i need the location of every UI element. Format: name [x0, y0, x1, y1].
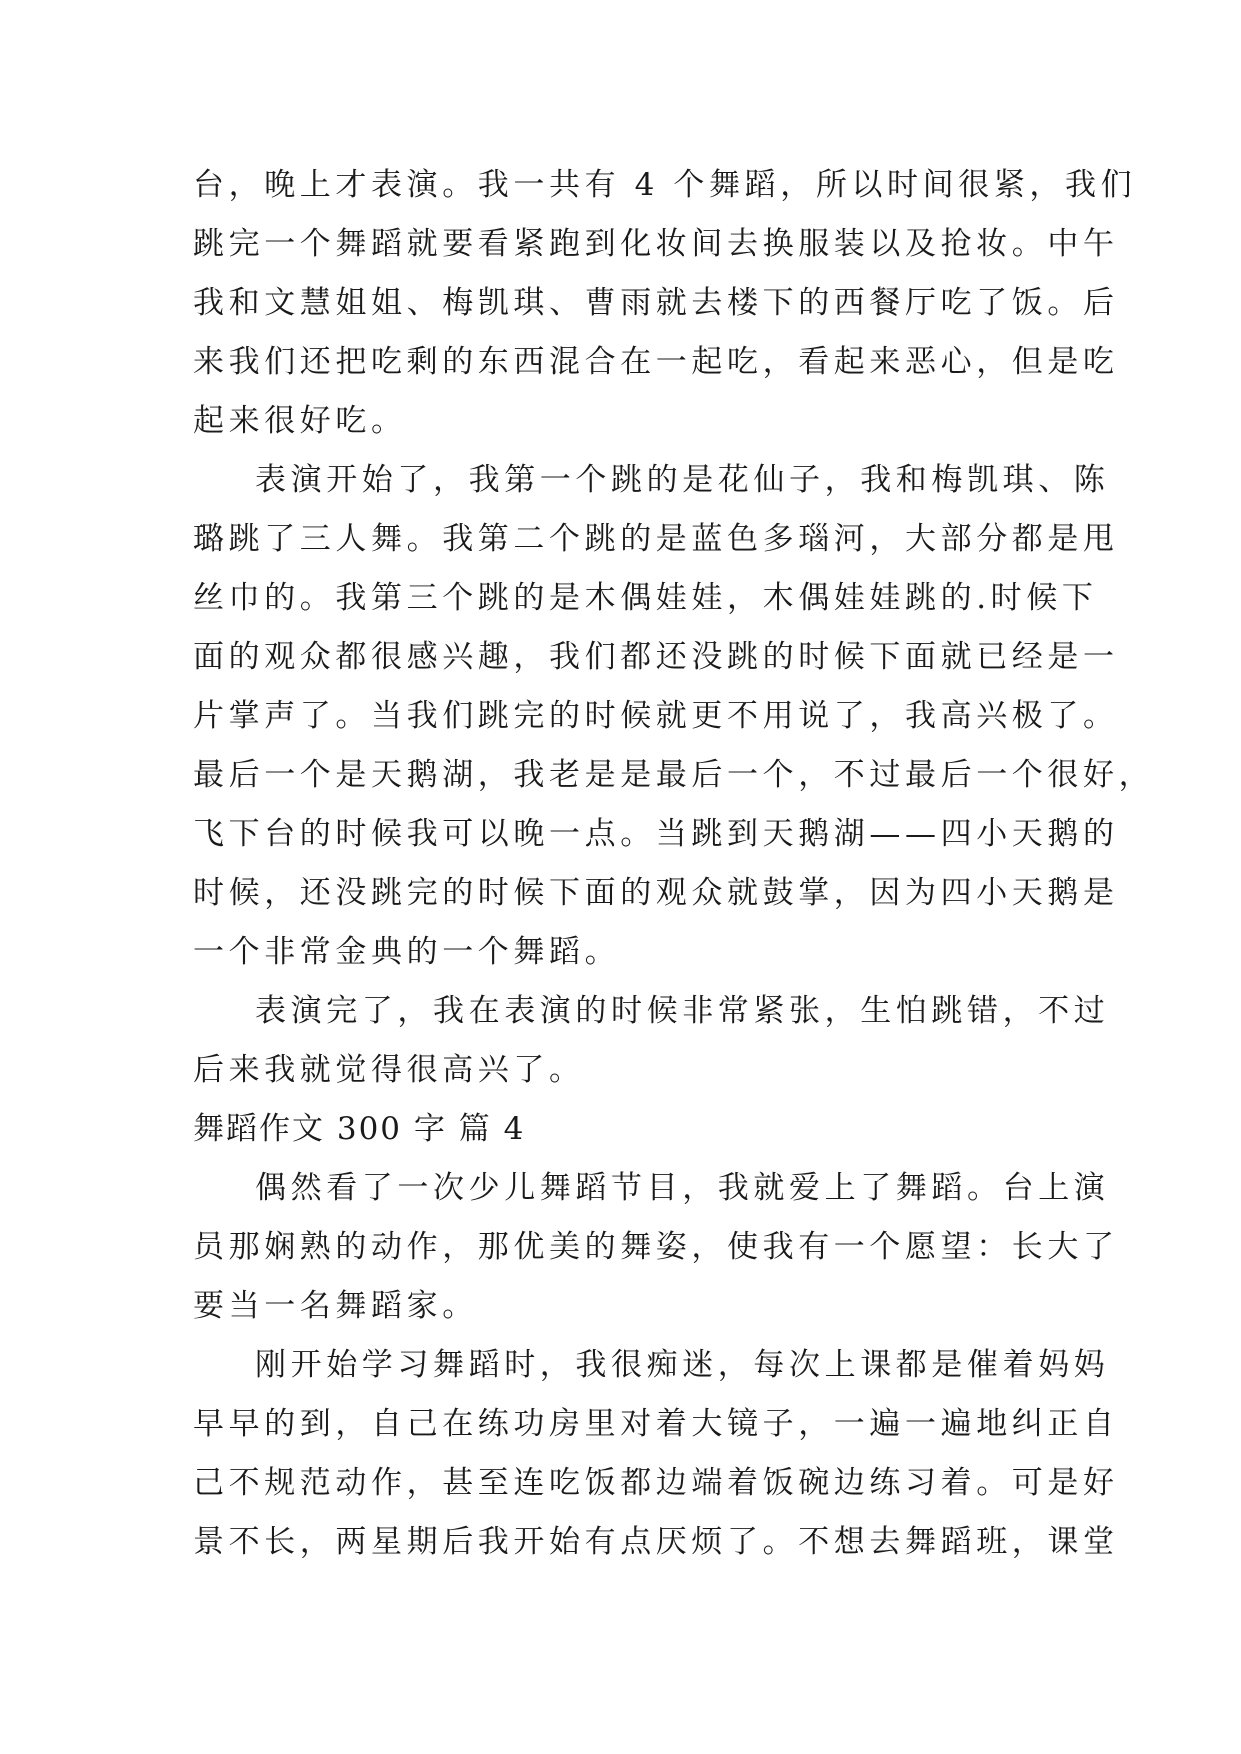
text-line: 跳完一个舞蹈就要看紧跑到化妆间去换服装以及抢妆。中午 [193, 226, 1119, 262]
text-line: 起来很好吃。 [193, 403, 407, 439]
text-line: 面的观众都很感兴趣，我们都还没跳的时候下面就已经是一 [193, 639, 1119, 675]
text-line: 来我们还把吃剩的东西混合在一起吃，看起来恶心，但是吃 [193, 344, 1119, 380]
text-line: 时候，还没跳完的时候下面的观众就鼓掌，因为四小天鹅是 [193, 875, 1119, 911]
text-line: 片掌声了。当我们跳完的时候就更不用说了，我高兴极了。 [193, 698, 1119, 734]
paragraph-first-line: 偶然看了一次少儿舞蹈节目，我就爱上了舞蹈。台上演 [255, 1170, 1110, 1206]
paragraph-first-line: 表演完了，我在表演的时候非常紧张，生怕跳错，不过 [255, 993, 1110, 1029]
text-line: 一个非常金典的一个舞蹈。 [193, 934, 621, 970]
text-line: 我和文慧姐姐、梅凯琪、曹雨就去楼下的西餐厅吃了饭。后 [193, 285, 1119, 321]
paragraph-first-line: 刚开始学习舞蹈时，我很痴迷，每次上课都是催着妈妈 [255, 1347, 1110, 1383]
section-heading: 舞蹈作文 300 字 篇 4 [193, 1111, 526, 1147]
text-line: 要当一名舞蹈家。 [193, 1288, 478, 1324]
text-line: 员那娴熟的动作，那优美的舞姿，使我有一个愿望：长大了 [193, 1229, 1119, 1265]
text-line: 最后一个是天鹅湖，我老是是最后一个，不过最后一个很好， [193, 757, 1155, 793]
text-line: 景不长，两星期后我开始有点厌烦了。不想去舞蹈班，课堂 [193, 1524, 1119, 1560]
text-line: 己不规范动作，甚至连吃饭都边端着饭碗边练习着。可是好 [193, 1465, 1119, 1501]
text-line: 早早的到，自己在练功房里对着大镜子，一遍一遍地纠正自 [193, 1406, 1119, 1442]
text-line: 丝巾的。我第三个跳的是木偶娃娃，木偶娃娃跳的.时候下 [193, 580, 1098, 616]
text-line: 璐跳了三人舞。我第二个跳的是蓝色多瑙河，大部分都是甩 [193, 521, 1119, 557]
text-line: 后来我就觉得很高兴了。 [193, 1052, 585, 1088]
text-line: 台，晚上才表演。我一共有 4 个舞蹈，所以时间很紧，我们 [193, 167, 1137, 203]
essay-body [193, 156, 1155, 1572]
paragraph-first-line: 表演开始了，我第一个跳的是花仙子，我和梅凯琪、陈 [255, 462, 1110, 498]
text-line: 飞下台的时候我可以晚一点。当跳到天鹅湖——四小天鹅的 [193, 816, 1119, 852]
